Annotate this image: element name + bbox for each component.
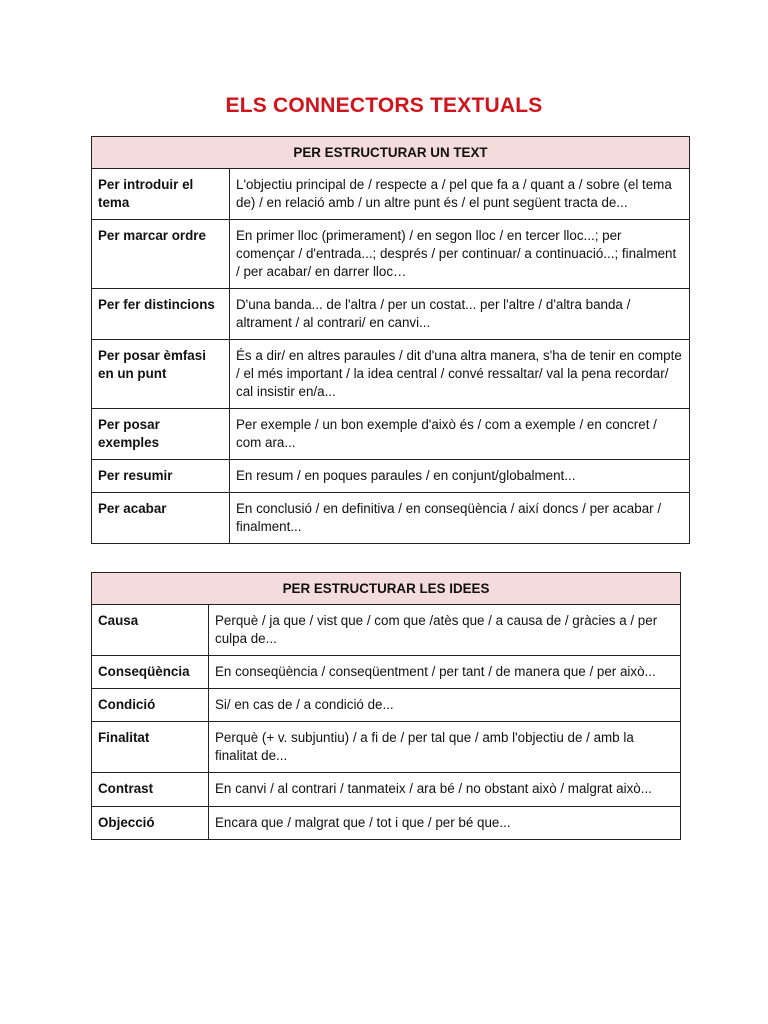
row-text: Si/ en cas de / a condició de...: [209, 689, 681, 722]
row-text: En conseqüència / conseqüentment / per tant / de manera que / per això...: [209, 656, 681, 689]
row-text: Per exemple / un bon exemple d'això és / com a exemple / en concret / com ara...: [230, 409, 690, 460]
page-title: ELS CONNECTORS TEXTUALS: [225, 94, 543, 117]
row-label: Conseqüència: [92, 656, 209, 689]
row-label: Per marcar ordre: [92, 220, 230, 289]
table-row: [92, 409, 690, 460]
row-label: Per posar exemples: [92, 409, 230, 460]
table-header: PER ESTRUCTURAR LES IDEES: [92, 573, 681, 605]
table-row: [92, 656, 681, 689]
table-row: [92, 169, 690, 220]
row-text: L'objectiu principal de / respecte a / pel que fa a / quant a / sobre (el tema de) / en relació amb / un altre punt és / el punt següent tracta de...: [230, 169, 690, 220]
row-label: Per fer distincions: [92, 289, 230, 340]
row-label: Per introduir el tema: [92, 169, 230, 220]
row-text: D'una banda... de l'altra / per un costat... per l'altre / d'altra banda / altrament / al contrari/ en canvi...: [230, 289, 690, 340]
row-text: En resum / en poques paraules / en conjunt/globalment...: [230, 460, 690, 493]
table-row: [92, 340, 690, 409]
table-row: [92, 807, 681, 840]
row-text: Encara que / malgrat que / tot i que / per bé que...: [209, 807, 681, 840]
table-row: [92, 689, 681, 722]
row-text: En canvi / al contrari / tanmateix / ara bé / no obstant això / malgrat això...: [209, 773, 681, 807]
row-label: Condició: [92, 689, 209, 722]
row-label: Per acabar: [92, 493, 230, 544]
table-row: [92, 289, 690, 340]
row-text: Perquè (+ v. subjuntiu) / a fi de / per tal que / amb l'objectiu de / amb la finalitat de...: [209, 722, 681, 773]
row-label: Objecció: [92, 807, 209, 840]
table-header: PER ESTRUCTURAR UN TEXT: [92, 137, 690, 169]
connectors-table-text: [91, 136, 690, 544]
row-text: En conclusió / en definitiva / en conseqüència / així doncs / per acabar / finalment...: [230, 493, 690, 544]
row-label: Per posar èmfasi en un punt: [92, 340, 230, 409]
row-label: Finalitat: [92, 722, 209, 773]
table-row: [92, 722, 681, 773]
row-text: És a dir/ en altres paraules / dit d'una altra manera, s'ha de tenir en compte / el més important / la idea central / convé ressaltar/ val la pena recordar/ cal insistir en/a...: [230, 340, 690, 409]
table-row: [92, 220, 690, 289]
connectors-table-ideas: [91, 572, 681, 840]
table-row: [92, 605, 681, 656]
table-row: [92, 493, 690, 544]
row-label: Causa: [92, 605, 209, 656]
table-row: [92, 773, 681, 807]
row-text: En primer lloc (primerament) / en segon lloc / en tercer lloc...; per començar / d'entrada...; després / per continuar/ a continuació...; finalment / per acabar/ en darrer lloc…: [230, 220, 690, 289]
row-text: Perquè / ja que / vist que / com que /atès que / a causa de / gràcies a / per culpa de...: [209, 605, 681, 656]
row-label: Contrast: [92, 773, 209, 807]
row-label: Per resumir: [92, 460, 230, 493]
table-row: [92, 460, 690, 493]
